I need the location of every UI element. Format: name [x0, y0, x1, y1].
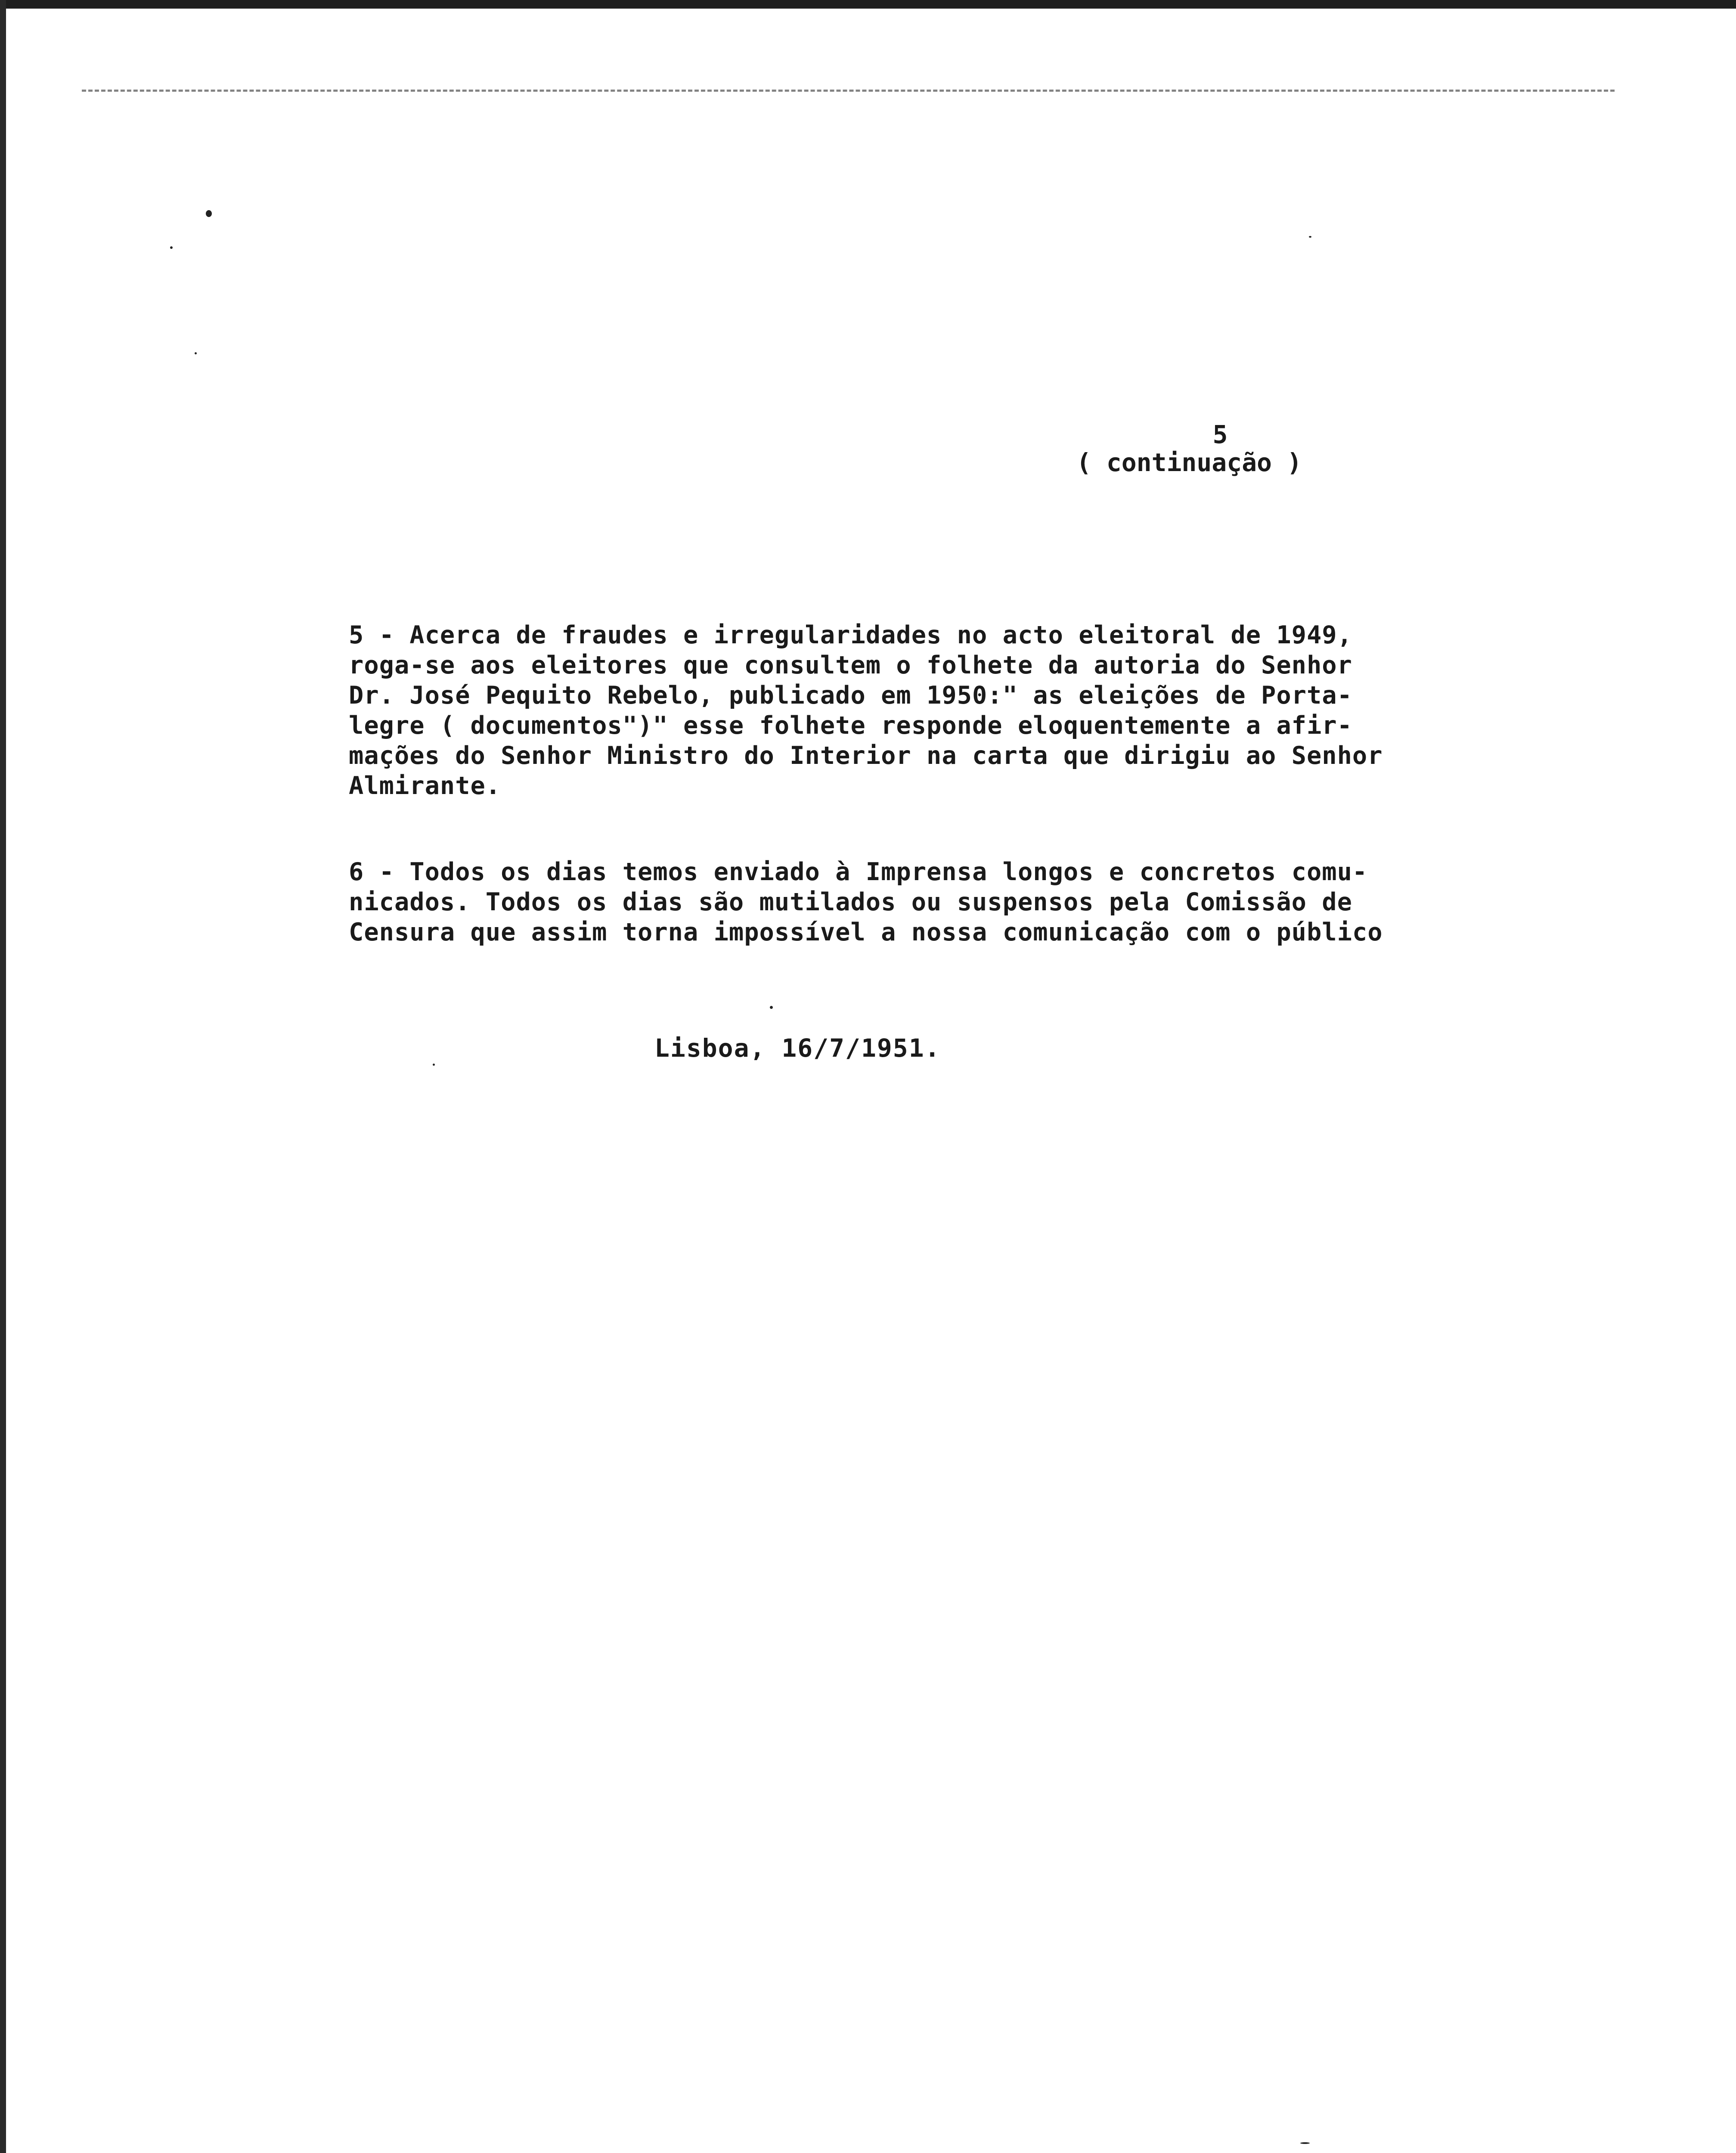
paragraph-line: 5 - Acerca de fraudes e irregularidades no acto eleitoral de 1949, — [349, 621, 1352, 649]
paragraph-line: 6 - Todos os dias temos enviado à Imprensa longos e concretos comu- — [349, 858, 1368, 886]
paragraph-line: mações do Senhor Ministro do Interior na carta que dirigiu ao Senhor — [349, 741, 1383, 770]
page-top-edge — [0, 0, 1736, 9]
ink-speck — [770, 1006, 773, 1009]
continuation-subheading: ( continuação ) — [1076, 448, 1302, 477]
page-left-edge — [0, 0, 6, 2153]
ink-speck — [433, 1064, 435, 1066]
paragraph-line: Censura que assim torna impossível a nossa comunicação com o público — [349, 918, 1383, 946]
ink-speck — [1300, 2142, 1310, 2144]
paragraph-line: nicados. Todos os dias são mutilados ou suspensos pela Comissão de — [349, 888, 1352, 916]
ink-speck — [206, 210, 212, 217]
place-and-date: Lisboa, 16/7/1951. — [654, 1033, 941, 1063]
paragraph-line: roga-se aos eleitores que consultem o folhete da autoria do Senhor — [349, 651, 1352, 679]
header-rule — [82, 90, 1615, 92]
paragraph-6 — [349, 857, 1524, 947]
paragraph-5 — [349, 620, 1524, 801]
ink-speck — [195, 352, 197, 354]
paragraph-line: Dr. José Pequito Rebelo, publicado em 1950:" as eleições de Porta- — [349, 681, 1352, 710]
paragraph-line: legre ( documentos")" esse folhete responde eloquentemente a afir- — [349, 711, 1352, 740]
paragraph-line: Almirante. — [349, 772, 501, 800]
ink-speck — [1309, 236, 1311, 238]
ink-speck — [170, 246, 173, 249]
page-number: 5 — [1212, 420, 1229, 449]
